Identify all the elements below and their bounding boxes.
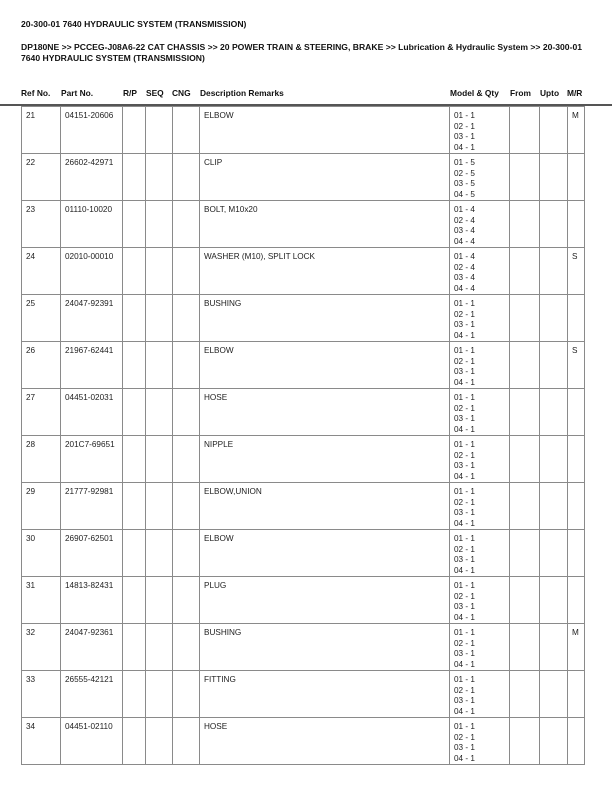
model-qty-line: 01 - 4 — [454, 252, 475, 261]
model-qty-cell — [450, 624, 510, 671]
seq-cell — [146, 483, 173, 530]
model-qty-line: 04 - 1 — [454, 142, 475, 152]
header-model: Model & Qty — [450, 88, 499, 98]
header-mr: M/R — [567, 88, 583, 98]
model-qty-line: 01 - 1 — [454, 440, 475, 449]
mr-cell — [568, 154, 585, 201]
cng-cell — [173, 483, 200, 530]
seq-cell — [146, 248, 173, 295]
seq-cell — [146, 530, 173, 577]
table-row — [22, 107, 585, 154]
model-qty-line: 01 - 1 — [454, 346, 475, 355]
description-cell: NIPPLE — [200, 436, 450, 483]
model-qty-line: 02 - 1 — [454, 450, 475, 460]
rp-cell — [123, 436, 146, 483]
model-qty-cell — [450, 718, 510, 765]
model-qty-line: 03 - 1 — [454, 320, 475, 329]
mr-cell — [568, 483, 585, 530]
description-cell: CLIP — [200, 154, 450, 201]
mr-cell — [568, 718, 585, 765]
model-qty-line: 02 - 4 — [454, 262, 475, 272]
cng-cell — [173, 530, 200, 577]
seq-cell — [146, 624, 173, 671]
seq-cell — [146, 154, 173, 201]
model-qty-line: 01 - 1 — [454, 111, 475, 120]
cng-cell — [173, 624, 200, 671]
model-qty-line: 02 - 1 — [454, 732, 475, 742]
table-row — [22, 295, 585, 342]
from-cell — [510, 389, 540, 436]
model-qty-line: 04 - 1 — [454, 424, 475, 434]
table-row — [22, 436, 585, 483]
description-cell: HOSE — [200, 718, 450, 765]
rp-cell — [123, 201, 146, 248]
model-qty-cell — [450, 389, 510, 436]
from-cell — [510, 577, 540, 624]
model-qty-line: 04 - 1 — [454, 659, 475, 669]
model-qty-line: 04 - 4 — [454, 283, 475, 293]
cng-cell — [173, 248, 200, 295]
upto-cell — [540, 389, 568, 436]
from-cell — [510, 107, 540, 154]
cng-cell — [173, 107, 200, 154]
model-qty-line: 02 - 4 — [454, 215, 475, 225]
ref-cell: 21 — [22, 107, 61, 154]
part-no-cell: 04451-02110 — [61, 718, 123, 765]
from-cell — [510, 342, 540, 389]
description-cell: ELBOW — [200, 530, 450, 577]
parts-table — [21, 106, 585, 765]
model-qty-line: 04 - 1 — [454, 377, 475, 387]
table-row — [22, 671, 585, 718]
model-qty-cell — [450, 483, 510, 530]
rp-cell — [123, 154, 146, 201]
mr-cell: S — [568, 342, 585, 389]
model-qty-line: 02 - 1 — [454, 544, 475, 554]
model-qty-cell — [450, 107, 510, 154]
model-qty-cell — [450, 248, 510, 295]
model-qty-line: 03 - 4 — [454, 226, 475, 235]
model-qty-line: 03 - 5 — [454, 179, 475, 188]
model-qty-line: 01 - 1 — [454, 299, 475, 308]
model-qty-cell — [450, 530, 510, 577]
model-qty-cell — [450, 342, 510, 389]
model-qty-line: 04 - 1 — [454, 706, 475, 716]
model-qty-line: 02 - 1 — [454, 497, 475, 507]
part-no-cell: 26555-42121 — [61, 671, 123, 718]
model-qty-cell — [450, 201, 510, 248]
description-cell: ELBOW,UNION — [200, 483, 450, 530]
part-no-cell: 04451-02031 — [61, 389, 123, 436]
model-qty-line: 02 - 1 — [454, 309, 475, 319]
rp-cell — [123, 577, 146, 624]
ref-cell: 30 — [22, 530, 61, 577]
upto-cell — [540, 342, 568, 389]
model-qty-cell — [450, 154, 510, 201]
mr-cell — [568, 436, 585, 483]
mr-cell — [568, 530, 585, 577]
header-seq: SEQ — [146, 88, 164, 98]
part-no-cell: 26602-42971 — [61, 154, 123, 201]
seq-cell — [146, 671, 173, 718]
part-no-cell: 02010-00010 — [61, 248, 123, 295]
part-no-cell: 24047-92391 — [61, 295, 123, 342]
rp-cell — [123, 483, 146, 530]
seq-cell — [146, 295, 173, 342]
part-no-cell: 04151-20606 — [61, 107, 123, 154]
table-row — [22, 342, 585, 389]
model-qty-cell — [450, 295, 510, 342]
from-cell — [510, 483, 540, 530]
table-row — [22, 248, 585, 295]
from-cell — [510, 436, 540, 483]
mr-cell: M — [568, 107, 585, 154]
ref-cell: 28 — [22, 436, 61, 483]
upto-cell — [540, 718, 568, 765]
ref-cell: 22 — [22, 154, 61, 201]
cng-cell — [173, 389, 200, 436]
table-row — [22, 483, 585, 530]
cng-cell — [173, 201, 200, 248]
ref-cell: 24 — [22, 248, 61, 295]
model-qty-line: 03 - 1 — [454, 132, 475, 141]
model-qty-line: 04 - 5 — [454, 189, 475, 199]
header-rp: R/P — [123, 88, 137, 98]
upto-cell — [540, 295, 568, 342]
ref-cell: 34 — [22, 718, 61, 765]
cng-cell — [173, 671, 200, 718]
table-row — [22, 154, 585, 201]
description-cell: PLUG — [200, 577, 450, 624]
table-row — [22, 624, 585, 671]
part-no-cell: 26907-62501 — [61, 530, 123, 577]
from-cell — [510, 624, 540, 671]
model-qty-line: 01 - 4 — [454, 205, 475, 214]
ref-cell: 26 — [22, 342, 61, 389]
cng-cell — [173, 436, 200, 483]
part-no-cell: 21777-92981 — [61, 483, 123, 530]
model-qty-line: 04 - 1 — [454, 518, 475, 528]
seq-cell — [146, 389, 173, 436]
model-qty-line: 02 - 1 — [454, 403, 475, 413]
model-qty-line: 02 - 1 — [454, 356, 475, 366]
model-qty-line: 02 - 5 — [454, 168, 475, 178]
upto-cell — [540, 483, 568, 530]
ref-cell: 31 — [22, 577, 61, 624]
header-desc: Description Remarks — [200, 88, 284, 98]
from-cell — [510, 201, 540, 248]
cng-cell — [173, 577, 200, 624]
rp-cell — [123, 295, 146, 342]
model-qty-line: 03 - 4 — [454, 273, 475, 282]
rp-cell — [123, 624, 146, 671]
ref-cell: 23 — [22, 201, 61, 248]
from-cell — [510, 530, 540, 577]
model-qty-line: 01 - 1 — [454, 487, 475, 496]
upto-cell — [540, 248, 568, 295]
model-qty-line: 03 - 1 — [454, 649, 475, 658]
table-row — [22, 530, 585, 577]
upto-cell — [540, 107, 568, 154]
model-qty-line: 01 - 1 — [454, 534, 475, 543]
cng-cell — [173, 342, 200, 389]
header-ref: Ref No. — [21, 88, 51, 98]
rp-cell — [123, 530, 146, 577]
seq-cell — [146, 436, 173, 483]
model-qty-line: 04 - 1 — [454, 565, 475, 575]
description-cell: HOSE — [200, 389, 450, 436]
mr-cell — [568, 577, 585, 624]
seq-cell — [146, 718, 173, 765]
model-qty-line: 02 - 1 — [454, 591, 475, 601]
table-row — [22, 718, 585, 765]
mr-cell — [568, 295, 585, 342]
model-qty-line: 04 - 1 — [454, 753, 475, 763]
model-qty-line: 01 - 1 — [454, 628, 475, 637]
model-qty-line: 01 - 1 — [454, 675, 475, 684]
part-no-cell: 201C7-69651 — [61, 436, 123, 483]
description-cell: FITTING — [200, 671, 450, 718]
upto-cell — [540, 436, 568, 483]
model-qty-line: 04 - 4 — [454, 236, 475, 246]
model-qty-line: 03 - 1 — [454, 461, 475, 470]
upto-cell — [540, 201, 568, 248]
from-cell — [510, 295, 540, 342]
description-cell: ELBOW — [200, 107, 450, 154]
model-qty-line: 03 - 1 — [454, 508, 475, 517]
model-qty-line: 03 - 1 — [454, 743, 475, 752]
model-qty-line: 01 - 5 — [454, 158, 475, 167]
part-no-cell: 24047-92361 — [61, 624, 123, 671]
breadcrumb: DP180NE >> PCCEG-J08A6-22 CAT CHASSIS >> 20 POWER TRAIN & STEERING, BRAKE >> Lubrication & Hydraulic System >> 20-300-01 7640 HYDRAULIC SYSTEM (TRANSMISSION) — [21, 42, 583, 63]
model-qty-cell — [450, 577, 510, 624]
table-row — [22, 577, 585, 624]
model-qty-line: 01 - 1 — [454, 393, 475, 402]
model-qty-line: 03 - 1 — [454, 602, 475, 611]
seq-cell — [146, 577, 173, 624]
header-from: From — [510, 88, 531, 98]
from-cell — [510, 154, 540, 201]
cng-cell — [173, 718, 200, 765]
rp-cell — [123, 389, 146, 436]
description-cell: WASHER (M10), SPLIT LOCK — [200, 248, 450, 295]
model-qty-line: 04 - 1 — [454, 612, 475, 622]
rp-cell — [123, 342, 146, 389]
mr-cell — [568, 389, 585, 436]
description-cell: BOLT, M10x20 — [200, 201, 450, 248]
cng-cell — [173, 154, 200, 201]
model-qty-line: 03 - 1 — [454, 414, 475, 423]
from-cell — [510, 718, 540, 765]
rp-cell — [123, 718, 146, 765]
description-cell: ELBOW — [200, 342, 450, 389]
model-qty-cell — [450, 671, 510, 718]
model-qty-line: 02 - 1 — [454, 685, 475, 695]
part-no-cell: 01110-10020 — [61, 201, 123, 248]
part-no-cell: 21967-62441 — [61, 342, 123, 389]
model-qty-line: 01 - 1 — [454, 722, 475, 731]
model-qty-line: 04 - 1 — [454, 471, 475, 481]
model-qty-line: 03 - 1 — [454, 696, 475, 705]
page-title: 20-300-01 7640 HYDRAULIC SYSTEM (TRANSMISSION) — [21, 19, 247, 29]
ref-cell: 33 — [22, 671, 61, 718]
mr-cell: S — [568, 248, 585, 295]
model-qty-line: 01 - 1 — [454, 581, 475, 590]
upto-cell — [540, 577, 568, 624]
upto-cell — [540, 624, 568, 671]
header-upto: Upto — [540, 88, 560, 98]
part-no-cell: 14813-82431 — [61, 577, 123, 624]
upto-cell — [540, 530, 568, 577]
model-qty-line: 03 - 1 — [454, 555, 475, 564]
mr-cell — [568, 201, 585, 248]
rp-cell — [123, 248, 146, 295]
model-qty-line: 04 - 1 — [454, 330, 475, 340]
rp-cell — [123, 107, 146, 154]
from-cell — [510, 248, 540, 295]
description-cell: BUSHING — [200, 624, 450, 671]
from-cell — [510, 671, 540, 718]
seq-cell — [146, 107, 173, 154]
upto-cell — [540, 671, 568, 718]
model-qty-line: 03 - 1 — [454, 367, 475, 376]
rp-cell — [123, 671, 146, 718]
model-qty-cell — [450, 436, 510, 483]
model-qty-line: 02 - 1 — [454, 638, 475, 648]
description-cell: BUSHING — [200, 295, 450, 342]
ref-cell: 27 — [22, 389, 61, 436]
table-row — [22, 389, 585, 436]
seq-cell — [146, 201, 173, 248]
model-qty-line: 02 - 1 — [454, 121, 475, 131]
upto-cell — [540, 154, 568, 201]
cng-cell — [173, 295, 200, 342]
seq-cell — [146, 342, 173, 389]
ref-cell: 25 — [22, 295, 61, 342]
header-cng: CNG — [172, 88, 191, 98]
ref-cell: 29 — [22, 483, 61, 530]
mr-cell — [568, 671, 585, 718]
ref-cell: 32 — [22, 624, 61, 671]
mr-cell: M — [568, 624, 585, 671]
table-row — [22, 201, 585, 248]
header-part: Part No. — [61, 88, 94, 98]
